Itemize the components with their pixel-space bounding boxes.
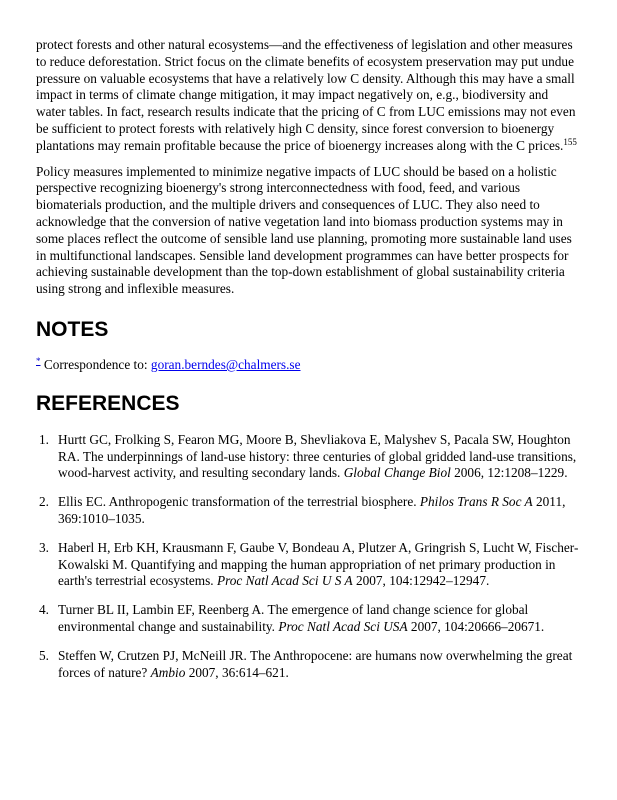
reference-item — [36, 494, 581, 528]
reference-text: Ellis EC. Anthropogenic transformation of the terrestrial biosphere. — [58, 494, 420, 510]
references-list — [36, 432, 581, 682]
reference-number: 4. — [39, 602, 49, 618]
body-paragraph-2: Policy measures implemented to minimize negative impacts of LUC should be based on a holistic perspective recognizing bioenergy's strong interconnectedness with food, feed, and various biomaterials production, and the multiple drivers and consequences of LUC. They also need to acknowledge that the conversion of native vegetation land into biomass production systems may in some places reflect the outcome of sensible land use planning, promoting more sustainable land uses in multifunctional landscapes. Sensible land development programmes can have better prospects for achieving sustainable development than the top-down establishment of global sustainability criteria using strong and inflexible measures. — [36, 163, 572, 297]
reference-number: 5. — [39, 647, 49, 663]
reference-citation: 2011, 369:1010–1035. — [58, 494, 566, 526]
notes-heading: NOTES — [36, 317, 109, 341]
reference-citation: 2007, 104:12942–12947. — [352, 573, 490, 589]
reference-item — [36, 540, 581, 590]
reference-text: Steffen W, Crutzen PJ, McNeill JR. The Anthropocene: are humans now overwhelming the great forces of nature? — [58, 647, 573, 680]
reference-item — [36, 648, 581, 682]
correspondence-label: Correspondence to: — [40, 356, 151, 372]
reference-journal: Global Change Biol — [343, 465, 451, 481]
reference-item — [36, 432, 581, 482]
reference-number: 3. — [39, 539, 49, 555]
footnote-marker[interactable]: * — [36, 355, 41, 366]
reference-number: 1. — [39, 431, 49, 447]
reference-citation: 2007, 36:614–621. — [185, 664, 289, 680]
correspondence-note — [36, 357, 581, 374]
reference-journal: Proc Natl Acad Sci USA — [278, 618, 408, 634]
body-paragraph-1-text: protect forests and other natural ecosystems—and the effectiveness of legislation and other measures to reduce deforestation. Strict focus on the climate benefits of ecosystem preservation may put undue pressure on valuable ecosystems that have a relatively low C density. Although this may have a small impact in terms of climate change mitigation, it may impact negatively on, e.g., biodiversity and water tables. In fact, research results indicate that the pricing of C from LUC emissions may not even be sufficient to protect forests with relatively high C density, since forest conversion to bioenergy plantations may remain profitable because the price of bioenergy increases along with the C prices. — [36, 37, 576, 153]
reference-journal: Proc Natl Acad Sci U S A — [216, 573, 353, 589]
reference-journal: Philos Trans R Soc A — [419, 494, 533, 510]
reference-journal: Ambio — [150, 664, 186, 680]
reference-item — [36, 602, 581, 636]
reference-text: Haberl H, Erb KH, Krausmann F, Gaube V, Bondeau A, Plutzer A, Gringrish S, Lucht W, Fischer-Kowalski M. Quantifying and mapping the human appropriation of net primary production in earth's terrestrial ecosystems. — [58, 539, 579, 589]
references-heading: REFERENCES — [36, 391, 180, 415]
reference-number: 2. — [39, 494, 49, 510]
reference-text: Hurtt GC, Frolking S, Fearon MG, Moore B, Shevliakova E, Malyshev S, Pacala SW, Houghton RA. The underpinnings of land-use history: three centuries of global gridded land-use transitions, wood-harvest activity, and resulting secondary lands. — [58, 431, 577, 481]
reference-text: Turner BL II, Lambin EF, Reenberg A. The emergence of land change science for global environmental change and sustainability. — [58, 602, 529, 634]
correspondence-email-link[interactable]: goran.berndes@chalmers.se — [150, 356, 301, 372]
reference-citation: 2006, 12:1208–1229. — [450, 465, 568, 481]
citation-155[interactable]: 155 — [563, 136, 577, 147]
body-paragraph-1 — [36, 37, 581, 155]
reference-citation: 2007, 104:20666–20671. — [407, 618, 545, 634]
